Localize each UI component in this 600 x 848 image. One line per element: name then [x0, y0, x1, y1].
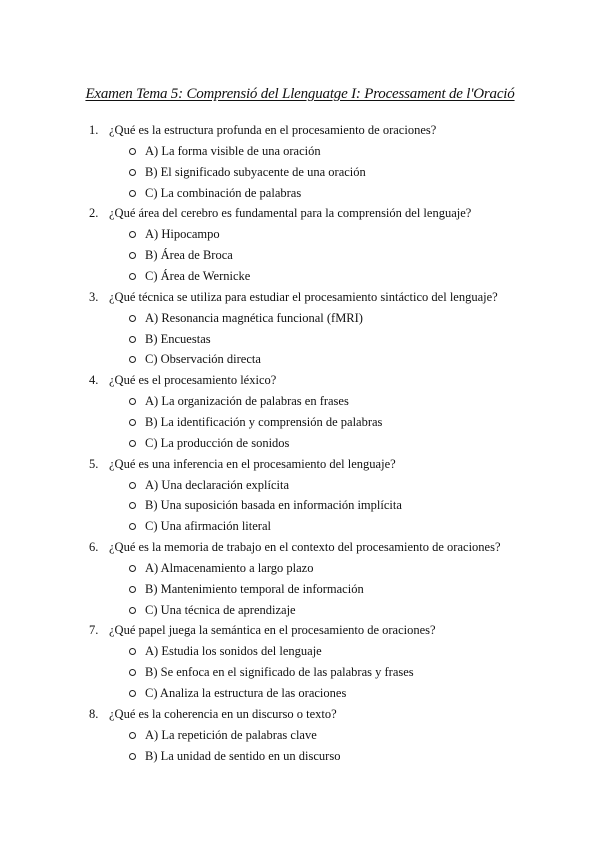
option-text: A) La repetición de palabras clave — [145, 727, 317, 742]
option-text: A) Resonancia magnética funcional (fMRI) — [145, 310, 363, 325]
circle-bullet-icon — [129, 690, 136, 697]
question-number: 3. — [89, 289, 99, 304]
answer-option — [0, 683, 600, 704]
question-item — [0, 704, 600, 767]
question-number: 8. — [89, 706, 99, 721]
answer-option — [0, 162, 600, 183]
answer-option — [0, 725, 600, 746]
option-list — [0, 308, 600, 370]
answer-option — [0, 412, 600, 433]
option-text: B) Área de Broca — [145, 248, 233, 263]
option-text: C) Observación directa — [145, 352, 261, 367]
option-list — [0, 391, 600, 453]
circle-bullet-icon — [129, 732, 136, 739]
question-row — [0, 454, 600, 475]
answer-option — [0, 391, 600, 412]
question-text: ¿Qué es la coherencia en un discurso o texto? — [109, 706, 337, 721]
answer-option — [0, 600, 600, 621]
question-text: ¿Qué es una inferencia en el procesamiento del lenguaje? — [109, 456, 396, 471]
page-title: Examen Tema 5: Comprensió del Llenguatge I: Processament de l'Oració — [85, 86, 515, 102]
circle-bullet-icon — [129, 419, 136, 426]
circle-bullet-icon — [129, 523, 136, 530]
answer-option — [0, 245, 600, 266]
answer-option — [0, 579, 600, 600]
circle-bullet-icon — [129, 607, 136, 614]
answer-option — [0, 746, 600, 767]
answer-option — [0, 224, 600, 245]
option-text: A) Hipocampo — [145, 227, 220, 242]
option-text: A) Una declaración explícita — [145, 477, 290, 492]
circle-bullet-icon — [129, 315, 136, 322]
question-number: 6. — [89, 539, 99, 554]
answer-option — [0, 141, 600, 162]
option-text: B) El significado subyacente de una oración — [145, 164, 366, 179]
answer-option — [0, 516, 600, 537]
circle-bullet-icon — [129, 356, 136, 363]
question-number: 5. — [89, 456, 99, 471]
option-text: A) Almacenamiento a largo plazo — [145, 560, 314, 575]
answer-option — [0, 641, 600, 662]
option-text: A) La organización de palabras en frases — [145, 394, 349, 409]
option-text: B) Mantenimiento temporal de información — [145, 581, 364, 596]
circle-bullet-icon — [129, 502, 136, 509]
option-text: C) Una afirmación literal — [145, 519, 271, 534]
question-item — [0, 454, 600, 537]
answer-option — [0, 349, 600, 370]
question-text: ¿Qué es la estructura profunda en el procesamiento de oraciones? — [109, 123, 437, 137]
answer-option — [0, 308, 600, 329]
option-text: B) Una suposición basada en información implícita — [145, 498, 402, 513]
question-row — [0, 287, 600, 308]
circle-bullet-icon — [129, 190, 136, 197]
answer-option — [0, 329, 600, 350]
question-item — [0, 203, 600, 286]
question-text: ¿Qué es el procesamiento léxico? — [109, 373, 277, 388]
question-row — [0, 620, 600, 641]
option-list — [0, 224, 600, 286]
option-text: B) La identificación y comprensión de palabras — [145, 414, 383, 429]
option-list — [0, 558, 600, 620]
question-row — [0, 537, 600, 558]
question-text: ¿Qué técnica se utiliza para estudiar el procesamiento sintáctico del lenguaje? — [109, 289, 498, 304]
question-row — [0, 370, 600, 391]
question-item — [0, 370, 600, 453]
circle-bullet-icon — [129, 482, 136, 489]
circle-bullet-icon — [129, 336, 136, 343]
answer-option — [0, 558, 600, 579]
option-text: C) Analiza la estructura de las oraciones — [145, 685, 347, 700]
question-number: 2. — [89, 206, 99, 221]
option-text: C) Área de Wernicke — [145, 268, 251, 283]
question-item — [0, 537, 600, 620]
answer-option — [0, 662, 600, 683]
answer-option — [0, 475, 600, 496]
circle-bullet-icon — [129, 586, 136, 593]
answer-option — [0, 266, 600, 287]
question-item — [0, 120, 600, 203]
question-item — [0, 620, 600, 703]
question-number: 7. — [89, 623, 99, 638]
question-number: 4. — [89, 373, 99, 388]
option-list — [0, 141, 600, 203]
answer-option — [0, 495, 600, 516]
option-text: B) Se enfoca en el significado de las palabras y frases — [145, 665, 414, 680]
circle-bullet-icon — [129, 148, 136, 155]
answer-option — [0, 433, 600, 454]
option-text: C) Una técnica de aprendizaje — [145, 602, 296, 617]
answer-option — [0, 183, 600, 204]
circle-bullet-icon — [129, 169, 136, 176]
circle-bullet-icon — [129, 273, 136, 280]
circle-bullet-icon — [129, 440, 136, 447]
option-text: B) Encuestas — [145, 331, 211, 346]
circle-bullet-icon — [129, 648, 136, 655]
option-list — [0, 641, 600, 703]
question-text: ¿Qué área del cerebro es fundamental para la comprensión del lenguaje? — [109, 206, 472, 221]
option-text: C) La combinación de palabras — [145, 185, 302, 200]
question-row — [0, 203, 600, 224]
option-text: C) La producción de sonidos — [145, 435, 290, 450]
question-number: 1. — [89, 123, 99, 137]
question-row — [0, 120, 600, 141]
circle-bullet-icon — [129, 398, 136, 405]
question-item — [0, 287, 600, 370]
circle-bullet-icon — [129, 565, 136, 572]
question-text: ¿Qué es la memoria de trabajo en el contexto del procesamiento de oraciones? — [109, 539, 501, 554]
option-list — [0, 725, 600, 767]
circle-bullet-icon — [129, 231, 136, 238]
circle-bullet-icon — [129, 669, 136, 676]
question-row — [0, 704, 600, 725]
question-text: ¿Qué papel juega la semántica en el procesamiento de oraciones? — [109, 623, 436, 638]
question-list — [0, 120, 600, 766]
circle-bullet-icon — [129, 252, 136, 259]
option-text: A) Estudia los sonidos del lenguaje — [145, 644, 322, 659]
option-text: A) La forma visible de una oración — [145, 144, 321, 158]
option-list — [0, 475, 600, 537]
circle-bullet-icon — [129, 753, 136, 760]
option-text: B) La unidad de sentido en un discurso — [145, 748, 341, 763]
